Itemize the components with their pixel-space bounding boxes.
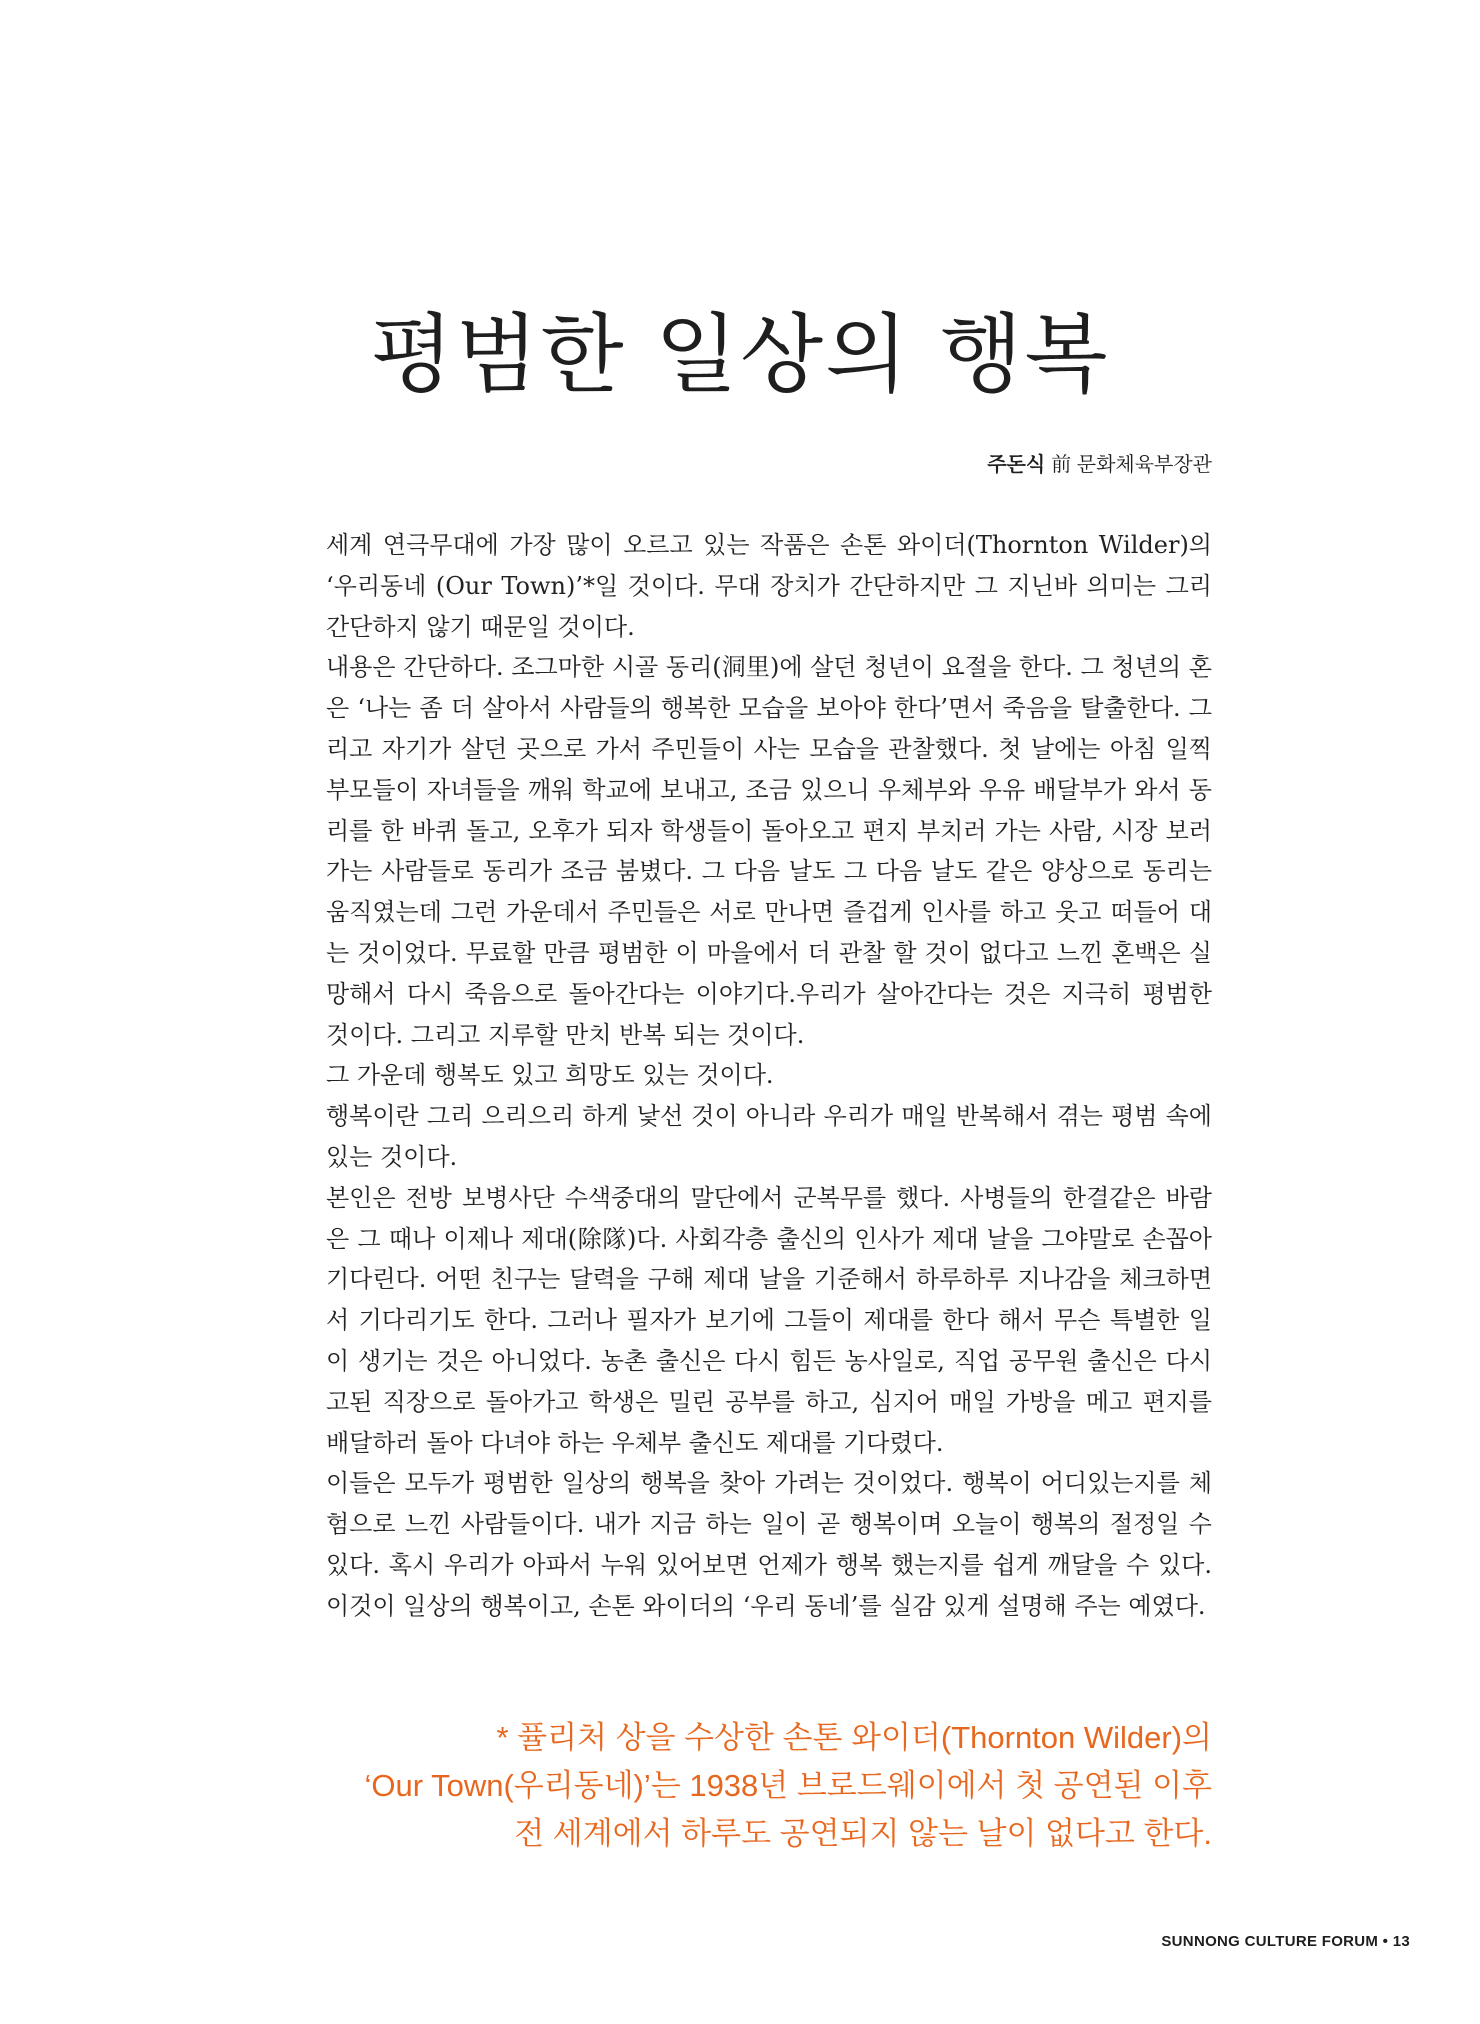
byline bbox=[987, 448, 1212, 477]
page-footer: SUNNONG CULTURE FORUM • 13 bbox=[1161, 1933, 1410, 1950]
paragraph: 그 가운데 행복도 있고 희망도 있는 것이다. bbox=[326, 1061, 774, 1090]
article-body bbox=[326, 525, 1212, 1627]
paragraph: 본인은 전방 보병사단 수색중대의 말단에서 군복무를 했다. 사병들의 한결같은 바람은 그 때나 이제나 제대(除隊)다. 사회각층 출신의 인사가 제대 날을 그야말로 손꼽아 기다린다. 어떤 친구는 달력을 구해 제대 날을 기준해서 하루하루 지나감을 체크하면서 기다리기도 한다. 그러나 필자가 보기에 그들이 제대를 한다 해서 무슨 특별한 일이 생기는 것은 아니었다. 농촌 출신은 다시 힘든 농사일로, 직업 공무원 출신은 다시 고된 직장으로 돌아가고 학생은 밀린 공부를 하고, 심지어 매일 가방을 메고 편지를 배달하러 돌아 다녀야 하는 우체부 출신도 제대를 기다렸다. bbox=[326, 1183, 1212, 1457]
paragraph: 이들은 모두가 평범한 일상의 행복을 찾아 가려는 것이었다. 행복이 어디있는지를 체험으로 느낀 사람들이다. 내가 지금 하는 일이 곧 행복이며 오늘이 행복의 절정일 수 있다. 혹시 우리가 아파서 누워 있어보면 언제가 행복 했는지를 쉽게 깨달을 수 있다. 이것이 일상의 행복이고, 손톤 와이더의 ‘우리 동네’를 실감 있게 설명해 주는 예였다. bbox=[326, 1469, 1212, 1620]
paragraph: 세계 연극무대에 가장 많이 오르고 있는 작품은 손톤 와이더(Thornton Wilder)의 ‘우리동네 (Our Town)’*일 것이다. 무대 장치가 간단하지만 그 지닌바 의미는 그리 간단하지 않기 때문일 것이다. bbox=[326, 531, 1212, 641]
footnote-line: 전 세계에서 하루도 공연되지 않는 날이 없다고 한다. bbox=[514, 1816, 1212, 1851]
page-title: 평범한 일상의 행복 bbox=[370, 305, 1110, 405]
footnote-line: * 퓰리처 상을 수상한 손톤 와이더(Thornton Wilder)의 bbox=[496, 1720, 1212, 1755]
author-name: 주돈식 bbox=[987, 454, 1046, 476]
paragraph: 내용은 간단하다. 조그마한 시골 동리(洞里)에 살던 청년이 요절을 한다. 그 청년의 혼은 ‘나는 좀 더 살아서 사람들의 행복한 모습을 보아야 한다’면서 죽음을 탈출한다. 그리고 자기가 살던 곳으로 가서 주민들이 사는 모습을 관찰했다. 첫 날에는 아침 일찍 부모들이 자녀들을 깨워 학교에 보내고, 조금 있으니 우체부와 우유 배달부가 와서 동리를 한 바퀴 돌고, 오후가 되자 학생들이 돌아오고 편지 부치러 가는 사람, 시장 보러가는 사람들로 동리가 조금 붐볐다. 그 다음 날도 그 다음 날도 같은 양상으로 동리는 움직였는데 그런 가운데서 주민들은 서로 만나면 즐겁게 인사를 하고 웃고 떠들어 대는 것이었다. 무료할 만큼 평범한 이 마을에서 더 관찰 할 것이 없다고 느낀 혼백은 실망해서 다시 죽음으로 돌아간다는 이야기다.우리가 살아간다는 것은 지극히 평범한 것이다. 그리고 지루할 만치 반복 되는 것이다. bbox=[326, 653, 1212, 1049]
footnote bbox=[312, 1714, 1212, 1858]
paragraph: 행복이란 그리 으리으리 하게 낯선 것이 아니라 우리가 매일 반복해서 겪는 평범 속에 있는 것이다. bbox=[326, 1102, 1212, 1171]
footnote-line: ‘Our Town(우리동네)’는 1938년 브로드웨이에서 첫 공연된 이후 bbox=[364, 1768, 1212, 1803]
author-position: 前 문화체육부장관 bbox=[1051, 454, 1212, 476]
